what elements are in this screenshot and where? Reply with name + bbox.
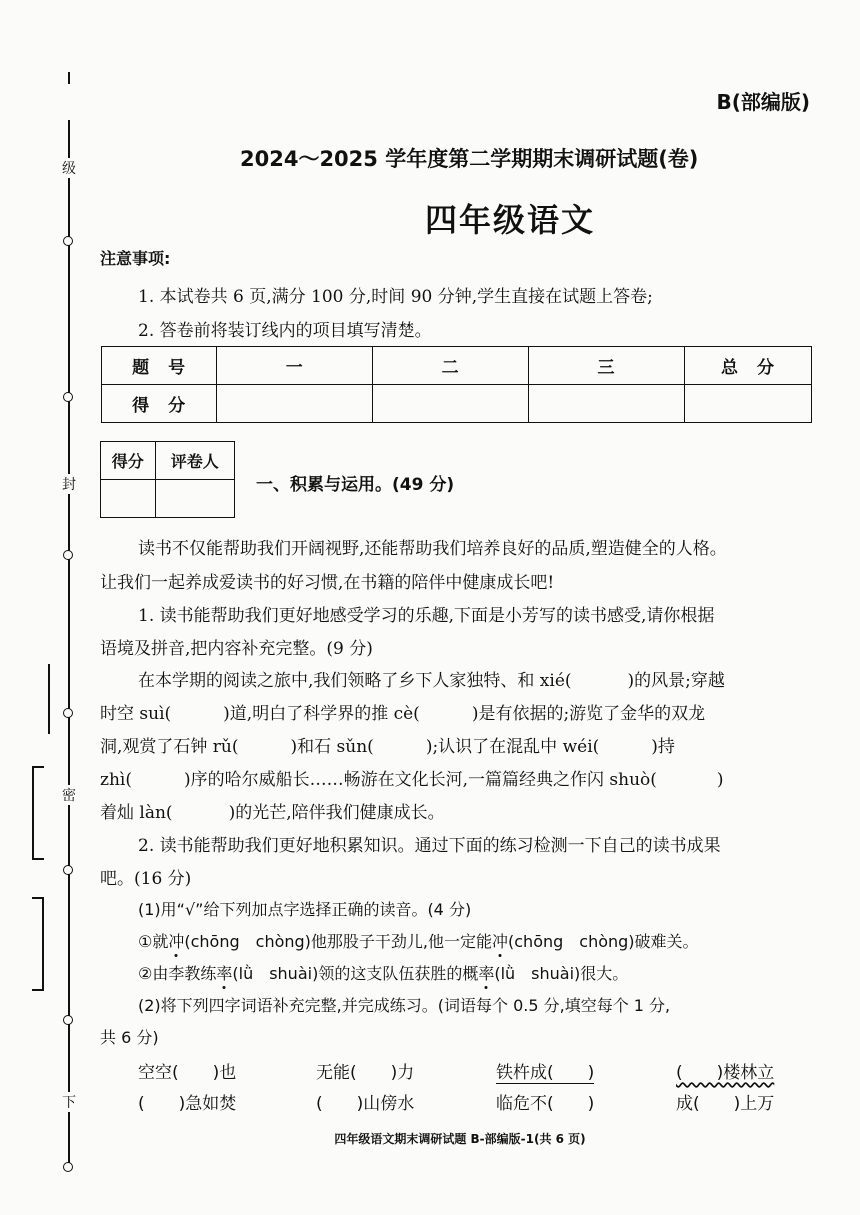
score-cell[interactable] [373,385,529,423]
grader-score-cell[interactable] [101,480,156,518]
q2-sub2-title-cont: 共 6 分) [100,1028,159,1047]
grader-box [100,441,235,518]
binding-bracket-1 [32,766,44,860]
idiom-item: 铁杵成( ) [496,1058,594,1084]
idiom-item: ( )山傍水 [316,1094,415,1114]
q1-stem-2: 语境及拼音,把内容补充完整。(9 分) [100,639,373,659]
idiom-item: 成( )上万 [676,1094,775,1114]
section1-title: 一、积累与运用。(49 分) [256,475,455,495]
q1-passage-line-5: 着灿 làn( )的光芒,陪伴我们健康成长。 [100,803,445,823]
notice-heading: 注意事项: [100,249,171,268]
intro-line-2: 让我们一起养成爱读书的好习惯,在书籍的陪伴中健康成长吧! [100,573,555,593]
q1-stem-1: 1. 读书能帮助我们更好地感受学习的乐趣,下面是小芳写的读书感受,请你根据 [138,606,715,626]
q1-passage-line-3: 洞,观赏了石钟 rǔ( )和石 sǔn( );认识了在混乱中 wéi( )持 [100,737,675,757]
score-col-2: 二 [373,347,529,385]
binding-char-down: 下 [58,1092,80,1112]
binding-char-seal: 封 [58,474,80,494]
edition-tag: B(部编版) [716,90,810,114]
q1-passage-line-1: 在本学期的阅读之旅中,我们领略了乡下人家独特、和 xié( )的风景;穿越 [138,671,725,691]
score-col-3: 三 [529,347,685,385]
idiom-item: ( )急如焚 [138,1094,237,1114]
intro-line-1: 读书不仅能帮助我们开阔视野,还能帮助我们培养良好的品质,塑造健全的人格。 [138,539,727,559]
binding-mark [48,664,50,734]
idiom-item: 空空( )也 [138,1063,237,1083]
idiom-item: 无能( )力 [316,1063,415,1083]
score-cell[interactable] [529,385,685,423]
binding-char-grade: 级 [58,158,80,178]
idiom-item: 临危不( ) [496,1094,595,1114]
binding-bracket-2 [32,897,44,991]
subject-title: 四年级语文 [424,201,595,239]
notice-item-1: 1. 本试卷共 6 页,满分 100 分,时间 90 分钟,学生直接在试题上答卷; [138,287,653,307]
idiom-item: ( )楼林立 [676,1063,775,1083]
score-table [101,346,812,423]
score-cell[interactable] [217,385,373,423]
binding-char-secret: 密 [58,785,80,805]
exam-title: 2024～2025 学年度第二学期期末调研试题(卷) [240,147,699,171]
score-table-header: 题 号 [102,347,217,385]
q1-passage-line-2: 时空 suì( )道,明白了科学界的推 cè( )是有依据的;游览了金华的双龙 [100,704,706,724]
q2-stem-2: 吧。(16 分) [100,869,192,889]
notice-item-2: 2. 答卷前将装订线内的项目填写清楚。 [138,321,432,341]
q2-sub1-item-2: ②由李教练率(lǜ shuài)领的这支队伍获胜的概率(lǜ shuài)很大。 [138,964,629,983]
grader-score-label: 得分 [101,442,156,480]
q2-sub1-title: (1)用“√”给下列加点字选择正确的读音。(4 分) [138,900,472,919]
q2-stem-1: 2. 读书能帮助我们更好地积累知识。通过下面的练习检测一下自己的读书成果 [138,836,721,856]
score-col-1: 一 [217,347,373,385]
score-cell[interactable] [684,385,811,423]
q2-sub1-item-1: ①就冲(chōng chòng)他那股子干劲儿,他一定能冲(chōng chòng)破难关。 [138,932,699,951]
q1-passage-line-4: zhì( )序的哈尔威船长……畅游在文化长河,一篇篇经典之作闪 shuò( ) [100,770,724,790]
score-row-label: 得 分 [102,385,217,423]
grader-name-label: 评卷人 [155,442,234,480]
q2-sub2-title: (2)将下列四字词语补充完整,并完成练习。(词语每个 0.5 分,填空每个 1 分, [138,996,671,1015]
grader-name-cell[interactable] [155,480,234,518]
score-col-total: 总 分 [684,347,811,385]
page-footer: 四年级语文期末调研试题 B-部编版-1(共 6 页) [334,1132,586,1146]
